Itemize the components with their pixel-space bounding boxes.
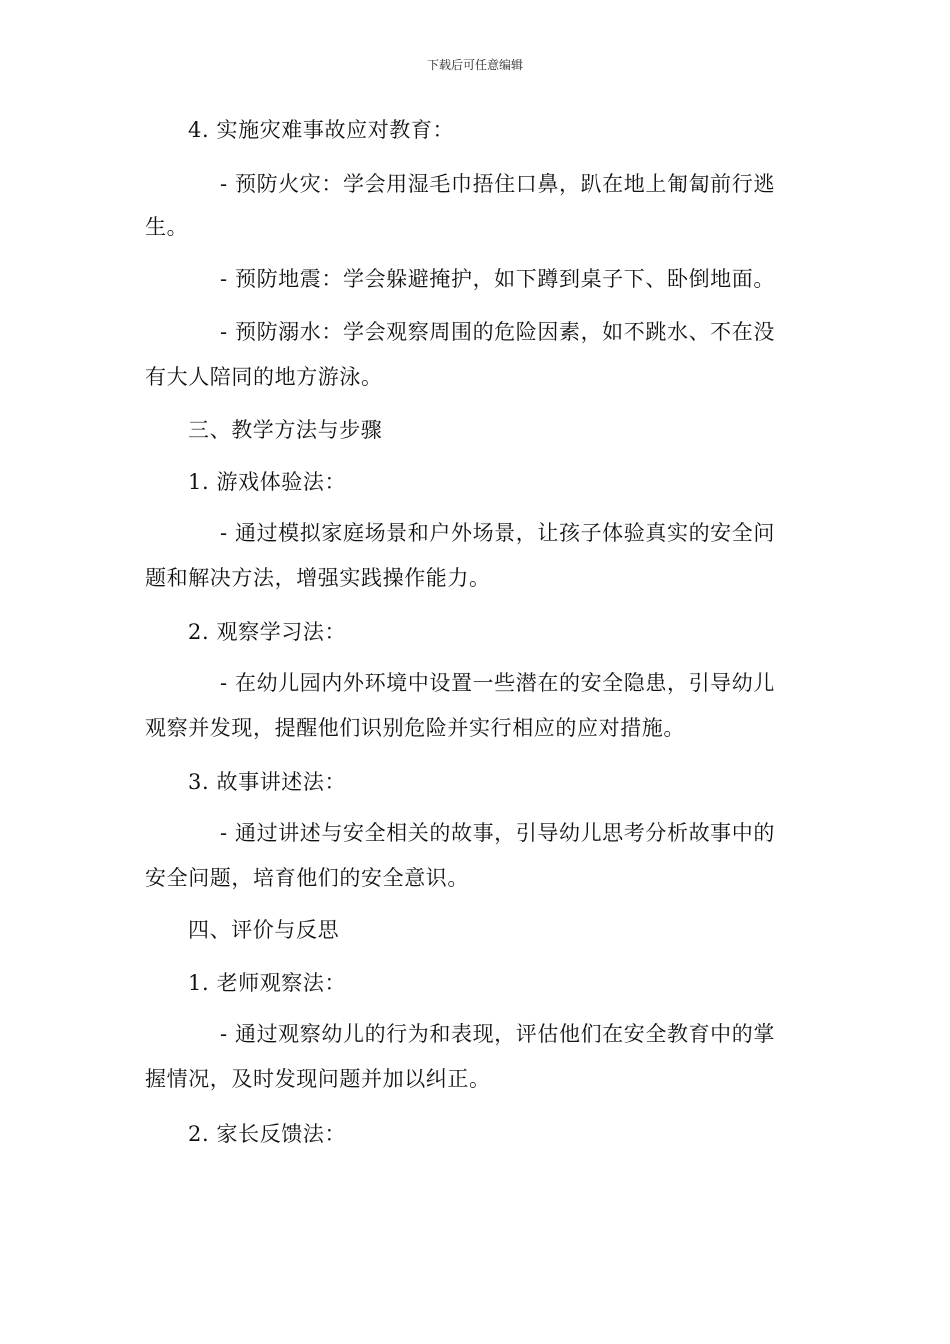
paragraph-line: 有大人陪同的地方游泳。 xyxy=(145,365,383,389)
list-item-heading: 2. 家长反馈法： xyxy=(188,1122,347,1146)
list-item-heading: 4. 实施灾难事故应对教育： xyxy=(188,118,455,142)
paragraph-line: 题和解决方法，增强实践操作能力。 xyxy=(145,566,491,590)
paragraph-line: 生。 xyxy=(145,215,189,239)
paragraph-line: 安全问题，培育他们的安全意识。 xyxy=(145,866,469,890)
paragraph-line: - 在幼儿园内外环境中设置一些潜在的安全隐患，引导幼儿 xyxy=(220,671,775,695)
section-heading: 四、评价与反思 xyxy=(188,918,340,942)
paragraph-line: 观察并发现，提醒他们识别危险并实行相应的应对措施。 xyxy=(145,716,685,740)
section-heading: 三、教学方法与步骤 xyxy=(188,418,383,442)
paragraph-line: - 通过模拟家庭场景和户外场景，让孩子体验真实的安全问 xyxy=(220,521,775,545)
list-item-heading: 1. 游戏体验法： xyxy=(188,470,347,494)
header-note: 下载后可任意编辑 xyxy=(426,58,523,72)
paragraph-line: - 通过观察幼儿的行为和表现，评估他们在安全教育中的掌 xyxy=(220,1022,775,1046)
list-item-heading: 2. 观察学习法： xyxy=(188,620,347,644)
paragraph-line: - 预防溺水：学会观察周围的危险因素，如不跳水、不在没 xyxy=(220,320,775,344)
paragraph-line: - 预防地震：学会躲避掩护，如下蹲到桌子下、卧倒地面。 xyxy=(220,267,775,291)
list-item-heading: 1. 老师观察法： xyxy=(188,971,347,995)
list-item-heading: 3. 故事讲述法： xyxy=(188,770,347,794)
paragraph-line: - 预防火灾：学会用湿毛巾捂住口鼻，趴在地上匍匐前行逃 xyxy=(220,172,775,196)
paragraph-line: - 通过讲述与安全相关的故事，引导幼儿思考分析故事中的 xyxy=(220,821,775,845)
paragraph-line: 握情况，及时发现问题并加以纠正。 xyxy=(145,1067,491,1091)
